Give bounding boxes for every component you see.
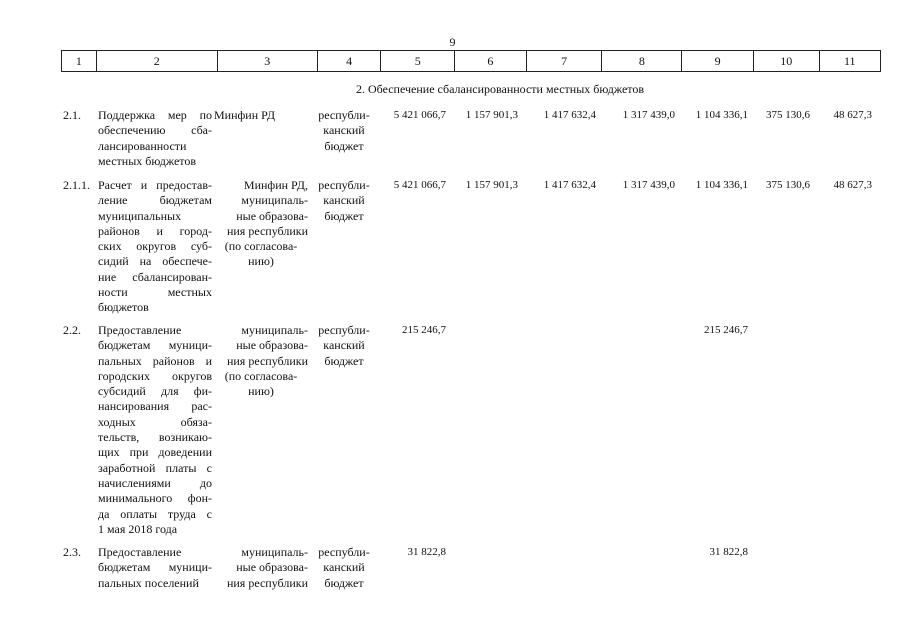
row-number: 2.3. [63, 545, 81, 559]
funding-source: республи- канский бюджет [318, 545, 370, 590]
value-year: 1 317 439,0 [622, 179, 675, 191]
executor: Минфин РД, муниципаль- ные образова- ния республики (по согласова- нию) [224, 178, 308, 269]
row-number: 2.2. [63, 323, 81, 337]
measure-name: Предоставление бюджетам муници- пальных поселений [98, 545, 212, 590]
measure-name: Предоставление бюджетам муници- пальных районов и городских округов субсидий для фи- нансирования рас- ходных обяза- тельств, возникаю- щих при доведении заработной платы с начислениями до минимального фон- да оплаты труда с 1 мая 2018 года [98, 323, 212, 536]
value-year: 1 104 336,1 [695, 109, 748, 121]
value-year: 215 246,7 [704, 324, 748, 336]
executor: муниципаль- ные образова- ния республики (по согласова- нию) [224, 323, 308, 399]
value-total: 5 421 066,7 [393, 109, 446, 121]
section-title: 2. Обеспечение сбалансированности местных бюджетов [355, 82, 645, 96]
column-number: 11 [819, 51, 881, 72]
column-number: 5 [381, 51, 455, 72]
value-year: 1 157 901,3 [465, 179, 518, 191]
value-total: 31 822,8 [407, 546, 446, 558]
value-year: 48 627,3 [833, 179, 872, 191]
column-number: 10 [753, 51, 819, 72]
measure-name: Расчет и предостав- ление бюджетам муниципальных районов и город- ских округов суб- сидий на обеспече- ние сбалансирован- ности местных бюджетов [98, 178, 212, 315]
value-total: 5 421 066,7 [393, 179, 446, 191]
value-year: 1 317 439,0 [622, 109, 675, 121]
value-year: 375 130,6 [766, 109, 810, 121]
row-number: 2.1.1. [63, 178, 90, 192]
value-total: 215 246,7 [402, 324, 446, 336]
funding-source: республи- канский бюджет [318, 108, 370, 153]
funding-source: республи- канский бюджет [318, 178, 370, 223]
value-year: 1 417 632,4 [543, 179, 596, 191]
column-number: 2 [96, 51, 217, 72]
measure-name: Поддержка мер по обеспечению сба- лансированности местных бюджетов [98, 108, 212, 168]
row-number: 2.1. [63, 108, 81, 122]
column-number: 9 [682, 51, 754, 72]
page-number: 9 [449, 35, 456, 49]
value-year: 48 627,3 [833, 109, 872, 121]
funding-source: республи- канский бюджет [318, 323, 370, 368]
column-number-header [61, 50, 881, 72]
value-year: 1 417 632,4 [543, 109, 596, 121]
value-year: 1 157 901,3 [465, 109, 518, 121]
column-number: 8 [602, 51, 682, 72]
executor: Минфин РД [214, 108, 276, 122]
value-year: 375 130,6 [766, 179, 810, 191]
value-year: 31 822,8 [709, 546, 748, 558]
column-number: 4 [317, 51, 380, 72]
executor: муниципаль- ные образова- ния республики [226, 545, 308, 590]
column-number: 3 [217, 51, 317, 72]
column-number: 1 [62, 51, 97, 72]
value-year: 1 104 336,1 [695, 179, 748, 191]
column-number: 7 [526, 51, 602, 72]
column-number: 6 [455, 51, 527, 72]
